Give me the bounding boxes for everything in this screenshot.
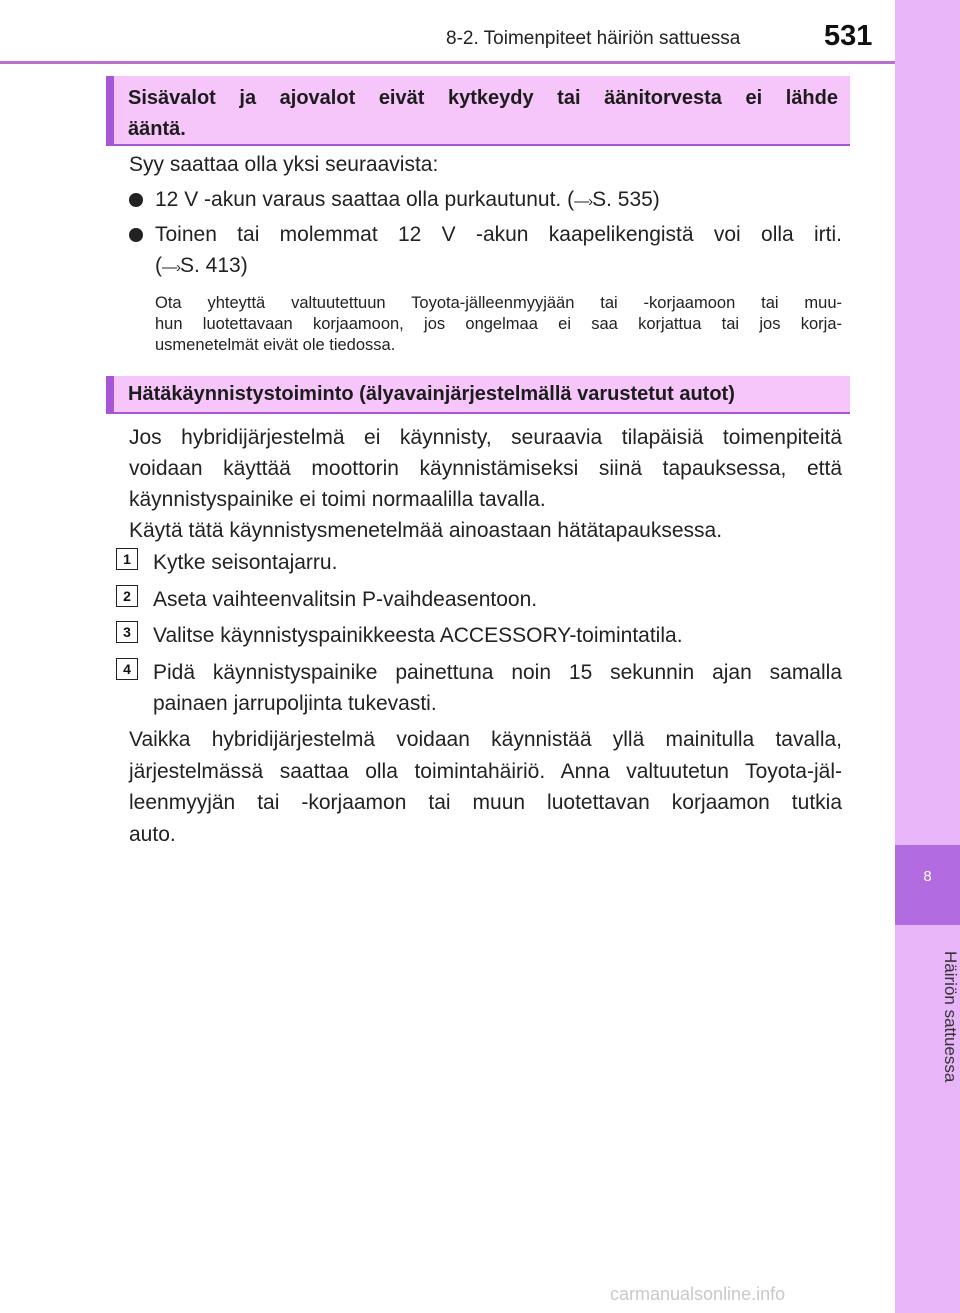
step-text: Pidä käynnistyspainike painettuna noin 15 sekunnin ajan samalla (153, 661, 842, 684)
step-number-badge: 4 (116, 658, 138, 680)
arrow-icon: —› (574, 193, 593, 210)
bullet-icon (129, 228, 143, 242)
bullet-item-battery (155, 184, 660, 217)
paragraph-line: leenmyyjän tai -korjaamon tai muun luotettavan korjaamon tutkia (129, 791, 842, 814)
paragraph-line: Jos hybridijärjestelmä ei käynnisty, seuraavia tilapäisiä toimenpiteitä (129, 426, 842, 449)
arrow-icon: —› (162, 259, 180, 276)
step-text: painaen jarrupoljinta tukevasti. (153, 692, 437, 715)
step-number-badge: 2 (116, 585, 138, 607)
note-line: Ota yhteyttä valtuutettuun Toyota-jälleenmyyjään tai -korjaamoon tai muu- (155, 294, 842, 312)
paragraph-line: auto. (129, 822, 176, 846)
chapter-tab (895, 845, 960, 925)
section-heading-line: Sisävalot ja ajovalot eivät kytkeydy tai äänitorvesta ei lähde (128, 87, 838, 109)
page-reference-link[interactable]: S. 535) (592, 188, 660, 211)
section-heading-lights (106, 76, 850, 146)
step-number-badge: 3 (116, 621, 138, 643)
paragraph-line: järjestelmässä saattaa olla toimintahäiriö. Anna valtuutetun Toyota-jäl- (129, 759, 842, 783)
paragraph-line: Vaikka hybridijärjestelmä voidaan käynnistää yllä mainitulla tavalla, (129, 728, 842, 751)
note-line: usmenetelmät eivät ole tiedossa. (155, 336, 396, 354)
bullet-item-cable: Toinen tai molemmat 12 V -akun kaapelikengistä voi olla irti. (155, 223, 842, 246)
section-heading-line: ääntä. (128, 118, 186, 140)
watermark-text: carmanualsonline.info (610, 1284, 786, 1304)
note-text (155, 293, 842, 356)
bullet-text: 12 V -akun varaus saattaa olla purkautunut. ( (155, 188, 575, 211)
paragraph-line: Käytä tätä käynnistysmenetelmää ainoastaan hätätapauksessa. (129, 519, 723, 542)
closing-paragraph (129, 724, 842, 850)
page-number: 531 (824, 20, 873, 52)
step-number-badge: 1 (116, 548, 138, 570)
step-text: Valitse käynnistyspainikkeesta ACCESSORY-toimintatila. (153, 624, 683, 647)
intro-paragraph (129, 422, 842, 546)
paragraph-line: käynnistyspainike ei toimi normaalilla tavalla. (129, 488, 546, 511)
chapter-title: Häiriön sattuessa (941, 951, 960, 1083)
header-rule (0, 61, 895, 64)
chapter-number: 8 (923, 868, 932, 885)
chapter-sidebar (895, 0, 960, 1313)
bullet-icon (129, 193, 143, 207)
header-section-title: 8-2. Toimenpiteet häiriön sattuessa (446, 28, 741, 49)
section-heading-emergency-start: Hätäkäynnistystoiminto (älyavainjärjestelmällä varustetut autot) (106, 376, 850, 414)
paragraph-line: voidaan käyttää moottorin käynnistämiseksi siinä tapauksessa, että (129, 457, 842, 480)
note-line: hun luotettavaan korjaamoon, jos ongelmaa ei saa korjattua tai jos korja- (155, 315, 842, 333)
page-reference-link[interactable]: S. 413) (180, 254, 248, 277)
bullet-item-cable-ref: (—›S. 413) (155, 254, 248, 277)
step-text: Aseta vaihteenvalitsin P-vaihdeasentoon. (153, 588, 538, 611)
intro-text: Syy saattaa olla yksi seuraavista: (129, 153, 439, 176)
step-text: Kytke seisontajarru. (153, 551, 338, 574)
